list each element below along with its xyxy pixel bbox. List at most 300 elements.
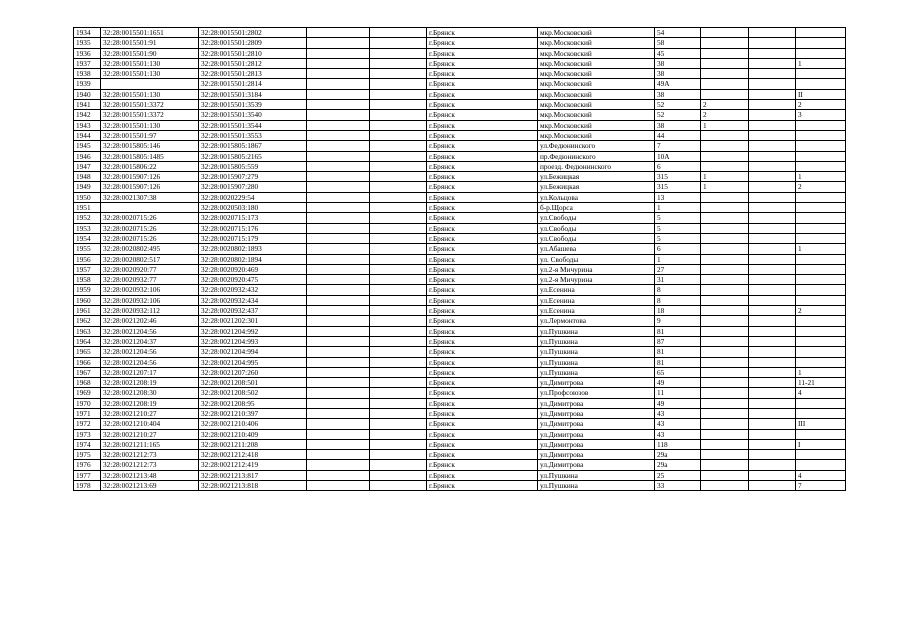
blank-cell-b [370, 450, 427, 460]
table-row [74, 161, 846, 171]
street-cell: ул.Свободы [538, 213, 655, 223]
street-cell: ул.Димитрова [538, 378, 655, 388]
blank-cell-a [307, 481, 370, 491]
object-cadastral-number-cell: 32:28:0015501:2814 [199, 79, 307, 89]
apartment-cell: I [796, 439, 846, 449]
land-cadastral-number-cell: 32:28:0015501:130 [101, 69, 199, 79]
table-row [74, 326, 846, 336]
house-number-cell: 8 [655, 285, 701, 295]
table-row [74, 58, 846, 68]
blank-cell-b [370, 254, 427, 264]
land-cadastral-number-cell: 32:28:0021211:165 [101, 439, 199, 449]
city-cell: г.Брянск [427, 100, 538, 110]
house-number-cell: 118 [655, 439, 701, 449]
row-number-cell: 1960 [74, 295, 101, 305]
building-cell: 1 [701, 120, 749, 130]
blank-cell-a [307, 398, 370, 408]
building-cell [701, 38, 749, 48]
street-cell: мкр.Московский [538, 38, 655, 48]
blank-cell-c [749, 172, 796, 182]
apartment-cell [796, 450, 846, 460]
object-cadastral-number-cell: 32:28:0015501:2813 [199, 69, 307, 79]
house-number-cell: 5 [655, 213, 701, 223]
house-number-cell: 27 [655, 264, 701, 274]
apartment-cell [796, 264, 846, 274]
building-cell [701, 233, 749, 243]
registry-table-body [74, 28, 846, 491]
apartment-cell [796, 275, 846, 285]
land-cadastral-number-cell: 32:28:0015806:22 [101, 161, 199, 171]
blank-cell-a [307, 172, 370, 182]
street-cell: мкр.Московский [538, 100, 655, 110]
house-number-cell: 9 [655, 316, 701, 326]
street-cell: ул.Профсоюзов [538, 388, 655, 398]
object-cadastral-number-cell: 32:28:0021213:817 [199, 470, 307, 480]
blank-cell-c [749, 151, 796, 161]
blank-cell-c [749, 161, 796, 171]
blank-cell-a [307, 450, 370, 460]
street-cell: мкр.Московский [538, 79, 655, 89]
blank-cell-b [370, 264, 427, 274]
house-number-cell: 87 [655, 336, 701, 346]
table-row [74, 69, 846, 79]
building-cell [701, 285, 749, 295]
blank-cell-a [307, 275, 370, 285]
apartment-cell: 1 [796, 58, 846, 68]
blank-cell-b [370, 429, 427, 439]
blank-cell-b [370, 481, 427, 491]
apartment-cell [796, 120, 846, 130]
blank-cell-c [749, 223, 796, 233]
blank-cell-a [307, 408, 370, 418]
blank-cell-c [749, 48, 796, 58]
street-cell: ул.2-я Мичурина [538, 275, 655, 285]
city-cell: г.Брянск [427, 398, 538, 408]
building-cell [701, 213, 749, 223]
blank-cell-b [370, 79, 427, 89]
city-cell: г.Брянск [427, 254, 538, 264]
blank-cell-c [749, 285, 796, 295]
table-row [74, 306, 846, 316]
blank-cell-c [749, 347, 796, 357]
blank-cell-b [370, 203, 427, 213]
street-cell: ул.Абашева [538, 244, 655, 254]
land-cadastral-number-cell: 32:28:0020932:106 [101, 295, 199, 305]
street-cell: ул.2-я Мичурина [538, 264, 655, 274]
apartment-cell: 11-21 [796, 378, 846, 388]
city-cell: г.Брянск [427, 203, 538, 213]
blank-cell-a [307, 388, 370, 398]
city-cell: г.Брянск [427, 233, 538, 243]
table-row [74, 172, 846, 182]
land-cadastral-number-cell: 32:28:0021307:38 [101, 192, 199, 202]
object-cadastral-number-cell: 32:28:0015501:3544 [199, 120, 307, 130]
row-number-cell: 1978 [74, 481, 101, 491]
apartment-cell [796, 69, 846, 79]
land-cadastral-number-cell: 32:28:0015501:130 [101, 120, 199, 130]
city-cell: г.Брянск [427, 172, 538, 182]
city-cell: г.Брянск [427, 450, 538, 460]
object-cadastral-number-cell: 32:28:0021212:418 [199, 450, 307, 460]
blank-cell-c [749, 367, 796, 377]
building-cell [701, 69, 749, 79]
blank-cell-c [749, 316, 796, 326]
blank-cell-c [749, 439, 796, 449]
blank-cell-a [307, 357, 370, 367]
land-cadastral-number-cell: 32:28:0020932:106 [101, 285, 199, 295]
apartment-cell [796, 429, 846, 439]
building-cell [701, 89, 749, 99]
house-number-cell: 18 [655, 306, 701, 316]
house-number-cell: 7 [655, 141, 701, 151]
street-cell: ул.Бежицкая [538, 182, 655, 192]
blank-cell-b [370, 306, 427, 316]
blank-cell-a [307, 460, 370, 470]
city-cell: г.Брянск [427, 110, 538, 120]
blank-cell-c [749, 275, 796, 285]
building-cell [701, 295, 749, 305]
object-cadastral-number-cell: 32:28:0020802:1893 [199, 244, 307, 254]
blank-cell-c [749, 28, 796, 38]
land-cadastral-number-cell: 32:28:0021204:56 [101, 347, 199, 357]
apartment-cell [796, 192, 846, 202]
row-number-cell: 1964 [74, 336, 101, 346]
city-cell: г.Брянск [427, 357, 538, 367]
blank-cell-a [307, 203, 370, 213]
object-cadastral-number-cell: 32:28:0015501:2812 [199, 58, 307, 68]
street-cell: ул.Свободы [538, 223, 655, 233]
building-cell [701, 28, 749, 38]
house-number-cell: 25 [655, 470, 701, 480]
apartment-cell: 1 [796, 244, 846, 254]
blank-cell-a [307, 470, 370, 480]
object-cadastral-number-cell: 32:28:0015501:2809 [199, 38, 307, 48]
street-cell: проезд. Федюнинского [538, 161, 655, 171]
apartment-cell: 4 [796, 470, 846, 480]
apartment-cell [796, 347, 846, 357]
blank-cell-b [370, 192, 427, 202]
object-cadastral-number-cell: 32:28:0020715:176 [199, 223, 307, 233]
blank-cell-a [307, 38, 370, 48]
apartment-cell [796, 213, 846, 223]
object-cadastral-number-cell: 32:28:0021204:995 [199, 357, 307, 367]
land-cadastral-number-cell: 32:28:0015501:1651 [101, 28, 199, 38]
apartment-cell: 1 [796, 367, 846, 377]
blank-cell-c [749, 429, 796, 439]
row-number-cell: 1959 [74, 285, 101, 295]
table-row [74, 367, 846, 377]
table-row [74, 336, 846, 346]
blank-cell-b [370, 38, 427, 48]
street-cell: ул.Есенина [538, 295, 655, 305]
blank-cell-b [370, 223, 427, 233]
object-cadastral-number-cell: 32:28:0021210:406 [199, 419, 307, 429]
house-number-cell: 10А [655, 151, 701, 161]
blank-cell-c [749, 388, 796, 398]
street-cell: ул.Пушкина [538, 470, 655, 480]
blank-cell-c [749, 419, 796, 429]
street-cell: ул.Пушкина [538, 347, 655, 357]
table-row [74, 316, 846, 326]
house-number-cell: 52 [655, 110, 701, 120]
row-number-cell: 1953 [74, 223, 101, 233]
row-number-cell: 1938 [74, 69, 101, 79]
row-number-cell: 1935 [74, 38, 101, 48]
blank-cell-a [307, 100, 370, 110]
apartment-cell [796, 130, 846, 140]
street-cell: ул.Пушкина [538, 326, 655, 336]
city-cell: г.Брянск [427, 408, 538, 418]
row-number-cell: 1968 [74, 378, 101, 388]
table-row [74, 151, 846, 161]
blank-cell-b [370, 58, 427, 68]
apartment-cell [796, 141, 846, 151]
building-cell [701, 398, 749, 408]
row-number-cell: 1940 [74, 89, 101, 99]
blank-cell-c [749, 120, 796, 130]
table-row [74, 223, 846, 233]
street-cell: мкр.Московский [538, 130, 655, 140]
row-number-cell: 1950 [74, 192, 101, 202]
land-cadastral-number-cell: 32:28:0020932:112 [101, 306, 199, 316]
blank-cell-b [370, 367, 427, 377]
object-cadastral-number-cell: 32:28:0020715:179 [199, 233, 307, 243]
blank-cell-b [370, 408, 427, 418]
table-row [74, 48, 846, 58]
city-cell: г.Брянск [427, 69, 538, 79]
row-number-cell: 1954 [74, 233, 101, 243]
blank-cell-b [370, 120, 427, 130]
table-row [74, 192, 846, 202]
table-row [74, 79, 846, 89]
object-cadastral-number-cell: 32:28:0021211:208 [199, 439, 307, 449]
street-cell: ул.Пушкина [538, 357, 655, 367]
land-cadastral-number-cell: 32:28:0015501:3372 [101, 100, 199, 110]
house-number-cell: 8 [655, 295, 701, 305]
house-number-cell: 38 [655, 58, 701, 68]
blank-cell-a [307, 429, 370, 439]
house-number-cell: 43 [655, 408, 701, 418]
land-cadastral-number-cell: 32:28:0015805:146 [101, 141, 199, 151]
row-number-cell: 1945 [74, 141, 101, 151]
street-cell: ул.Димитрова [538, 450, 655, 460]
blank-cell-c [749, 110, 796, 120]
object-cadastral-number-cell: 32:28:0015501:3540 [199, 110, 307, 120]
table-row [74, 264, 846, 274]
house-number-cell: 38 [655, 69, 701, 79]
city-cell: г.Брянск [427, 244, 538, 254]
land-cadastral-number-cell: 32:28:0020715:26 [101, 213, 199, 223]
street-cell: ул.Пушкина [538, 367, 655, 377]
street-cell: мкр.Московский [538, 69, 655, 79]
city-cell: г.Брянск [427, 182, 538, 192]
apartment-cell [796, 336, 846, 346]
city-cell: г.Брянск [427, 141, 538, 151]
apartment-cell [796, 38, 846, 48]
house-number-cell: 49А [655, 79, 701, 89]
land-cadastral-number-cell: 32:28:0021204:56 [101, 326, 199, 336]
house-number-cell: 29а [655, 460, 701, 470]
blank-cell-c [749, 244, 796, 254]
object-cadastral-number-cell: 32:28:0015907:279 [199, 172, 307, 182]
object-cadastral-number-cell: 32:28:0020920:469 [199, 264, 307, 274]
street-cell: ул.Димитрова [538, 408, 655, 418]
blank-cell-b [370, 378, 427, 388]
city-cell: г.Брянск [427, 89, 538, 99]
blank-cell-b [370, 172, 427, 182]
building-cell [701, 388, 749, 398]
blank-cell-c [749, 460, 796, 470]
building-cell [701, 48, 749, 58]
building-cell [701, 161, 749, 171]
house-number-cell: 6 [655, 161, 701, 171]
building-cell [701, 151, 749, 161]
street-cell: ул.Димитрова [538, 439, 655, 449]
blank-cell-c [749, 141, 796, 151]
house-number-cell: 43 [655, 419, 701, 429]
apartment-cell: 3 [796, 110, 846, 120]
blank-cell-b [370, 295, 427, 305]
blank-cell-b [370, 161, 427, 171]
blank-cell-c [749, 203, 796, 213]
row-number-cell: 1949 [74, 182, 101, 192]
row-number-cell: 1943 [74, 120, 101, 130]
object-cadastral-number-cell: 32:28:0021210:409 [199, 429, 307, 439]
city-cell: г.Брянск [427, 285, 538, 295]
blank-cell-c [749, 378, 796, 388]
blank-cell-a [307, 89, 370, 99]
building-cell [701, 141, 749, 151]
apartment-cell: 1 [796, 172, 846, 182]
blank-cell-b [370, 460, 427, 470]
land-cadastral-number-cell: 32:28:0021208:19 [101, 378, 199, 388]
blank-cell-a [307, 130, 370, 140]
blank-cell-c [749, 398, 796, 408]
apartment-cell [796, 398, 846, 408]
row-number-cell: 1934 [74, 28, 101, 38]
house-number-cell: 45 [655, 48, 701, 58]
street-cell: ул.Димитрова [538, 398, 655, 408]
blank-cell-c [749, 89, 796, 99]
building-cell [701, 254, 749, 264]
building-cell [701, 378, 749, 388]
table-row [74, 275, 846, 285]
row-number-cell: 1975 [74, 450, 101, 460]
table-row [74, 388, 846, 398]
row-number-cell: 1936 [74, 48, 101, 58]
object-cadastral-number-cell: 32:28:0015907:280 [199, 182, 307, 192]
city-cell: г.Брянск [427, 161, 538, 171]
object-cadastral-number-cell: 32:28:0015501:2810 [199, 48, 307, 58]
street-cell: пр.Федюнинского [538, 151, 655, 161]
building-cell [701, 203, 749, 213]
apartment-cell [796, 151, 846, 161]
row-number-cell: 1956 [74, 254, 101, 264]
object-cadastral-number-cell: 32:28:0020920:475 [199, 275, 307, 285]
row-number-cell: 1963 [74, 326, 101, 336]
table-row [74, 398, 846, 408]
blank-cell-b [370, 100, 427, 110]
apartment-cell: 2 [796, 100, 846, 110]
city-cell: г.Брянск [427, 38, 538, 48]
apartment-cell [796, 48, 846, 58]
city-cell: г.Брянск [427, 79, 538, 89]
blank-cell-b [370, 419, 427, 429]
building-cell [701, 408, 749, 418]
blank-cell-c [749, 357, 796, 367]
house-number-cell: 58 [655, 38, 701, 48]
land-cadastral-number-cell: 32:28:0021212:73 [101, 460, 199, 470]
city-cell: г.Брянск [427, 460, 538, 470]
table-row [74, 254, 846, 264]
land-cadastral-number-cell: 32:28:0015501:130 [101, 58, 199, 68]
table-row [74, 470, 846, 480]
city-cell: г.Брянск [427, 439, 538, 449]
row-number-cell: 1937 [74, 58, 101, 68]
blank-cell-a [307, 347, 370, 357]
apartment-cell [796, 295, 846, 305]
blank-cell-b [370, 69, 427, 79]
blank-cell-c [749, 69, 796, 79]
city-cell: г.Брянск [427, 326, 538, 336]
row-number-cell: 1974 [74, 439, 101, 449]
land-cadastral-number-cell: 32:28:0021208:19 [101, 398, 199, 408]
apartment-cell: 2 [796, 182, 846, 192]
city-cell: г.Брянск [427, 192, 538, 202]
table-row [74, 244, 846, 254]
land-cadastral-number-cell: 32:28:0015907:126 [101, 182, 199, 192]
building-cell [701, 58, 749, 68]
house-number-cell: 49 [655, 398, 701, 408]
street-cell: ул. Свободы [538, 254, 655, 264]
object-cadastral-number-cell: 32:28:0021204:992 [199, 326, 307, 336]
blank-cell-b [370, 470, 427, 480]
blank-cell-c [749, 295, 796, 305]
table-row [74, 38, 846, 48]
object-cadastral-number-cell: 32:28:0015805:2165 [199, 151, 307, 161]
blank-cell-c [749, 182, 796, 192]
object-cadastral-number-cell: 32:28:0015501:3553 [199, 130, 307, 140]
blank-cell-a [307, 79, 370, 89]
city-cell: г.Брянск [427, 378, 538, 388]
street-cell: ул.Пушкина [538, 336, 655, 346]
building-cell [701, 481, 749, 491]
row-number-cell: 1961 [74, 306, 101, 316]
blank-cell-a [307, 233, 370, 243]
land-cadastral-number-cell: 32:28:0021208:30 [101, 388, 199, 398]
object-cadastral-number-cell: 32:28:0021202:301 [199, 316, 307, 326]
building-cell: 1 [701, 182, 749, 192]
row-number-cell: 1952 [74, 213, 101, 223]
table-row [74, 28, 846, 38]
table-row [74, 408, 846, 418]
blank-cell-b [370, 89, 427, 99]
street-cell: мкр.Московский [538, 58, 655, 68]
row-number-cell: 1967 [74, 367, 101, 377]
apartment-cell [796, 223, 846, 233]
house-number-cell: 65 [655, 367, 701, 377]
blank-cell-b [370, 141, 427, 151]
building-cell [701, 79, 749, 89]
blank-cell-c [749, 38, 796, 48]
table-row [74, 450, 846, 460]
street-cell: мкр.Московский [538, 28, 655, 38]
blank-cell-a [307, 48, 370, 58]
object-cadastral-number-cell: 32:28:0021208:502 [199, 388, 307, 398]
apartment-cell [796, 316, 846, 326]
blank-cell-a [307, 192, 370, 202]
street-cell: б-р.Щорса [538, 203, 655, 213]
